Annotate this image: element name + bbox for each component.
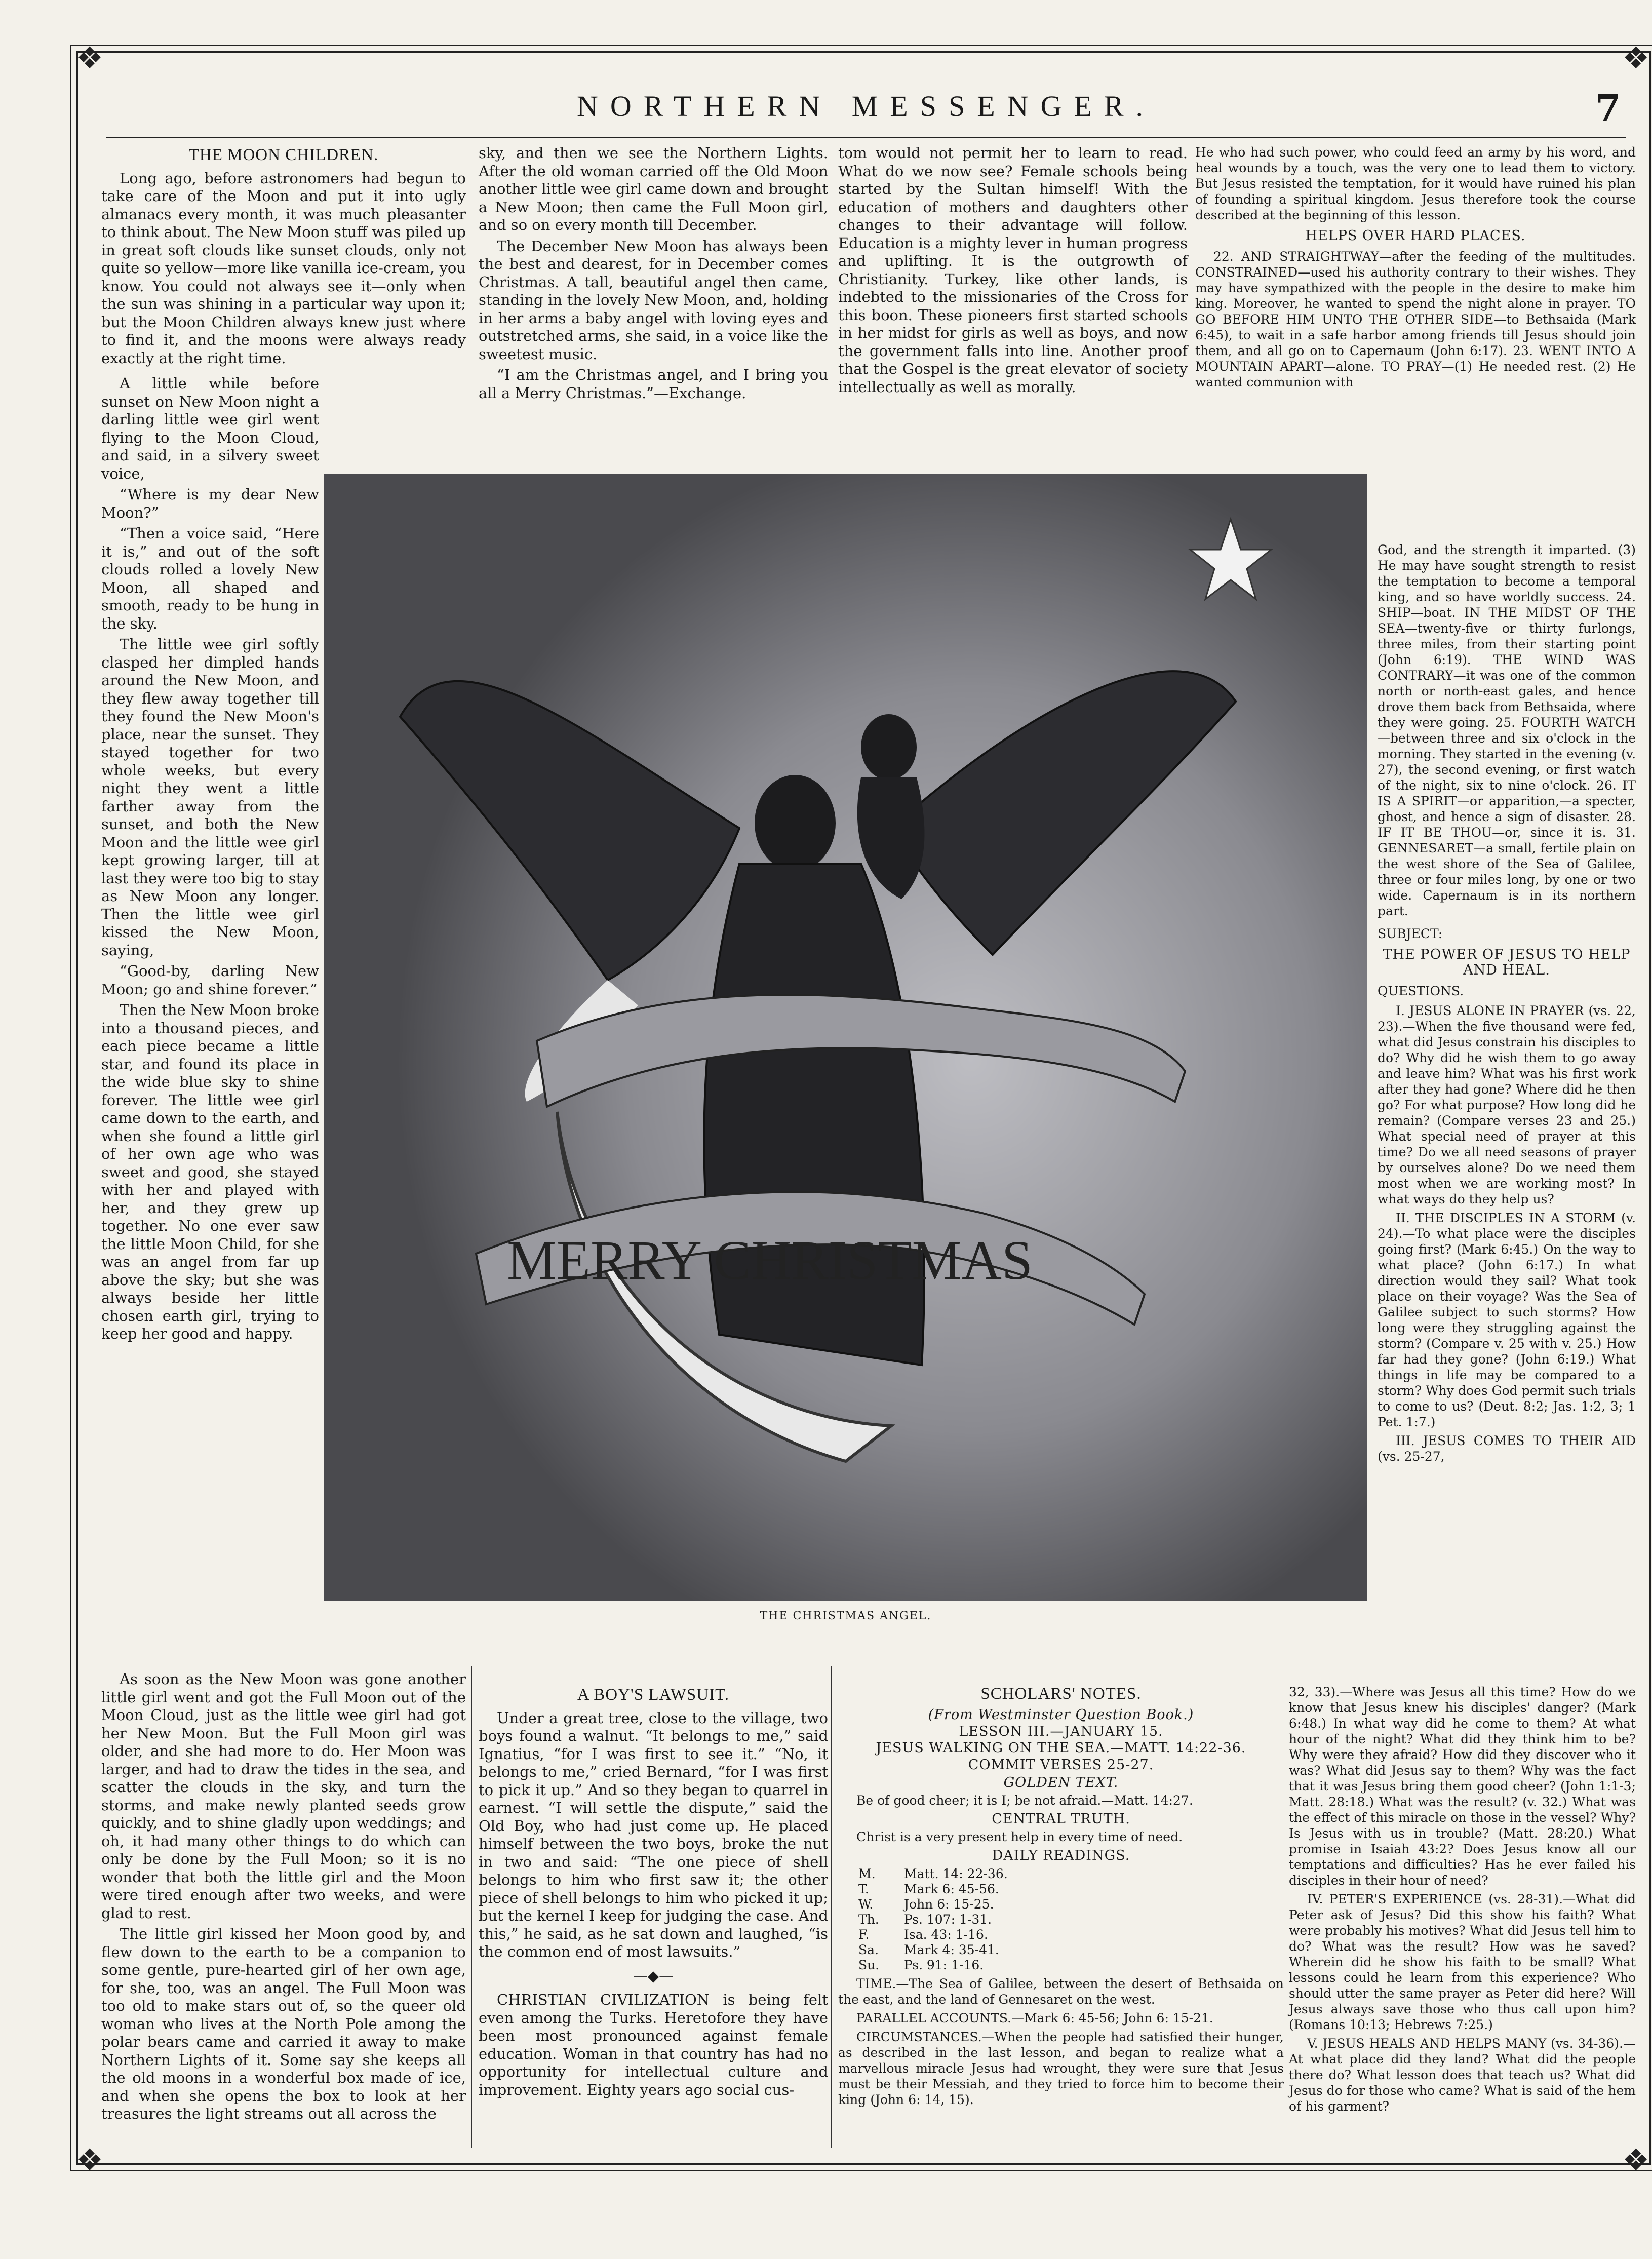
paragraph: He who had such power, who could feed an army by his word, and heal wounds by a touch, was the very one to lead them to victory. But Jesus resisted the temptation, for it would have ruined his plan of founding a spiritual kingdom. Jesus therefore took the course described at the beginning of this lesson. [1195, 145, 1636, 222]
questions-label: QUESTIONS. [1378, 984, 1464, 998]
page-number: 7 [1595, 86, 1621, 129]
section-heading: HELPS OVER HARD PLACES. [1305, 228, 1526, 244]
lesson-notes-top [1195, 144, 1636, 393]
lesson-notes-narrow [1378, 542, 1636, 1467]
article-title: A BOY'S LAWSUIT. [577, 1686, 730, 1704]
paragraph: Long ago, before astronomers had begun to take care of the Moon and put it into ugly almanacs every month, it was much pleasanter to think about. The New Moon stuff was piled up in great soft clouds like sunset clouds, only not quite so yellow—more like vanilla ice-cream, you know. You could not always see it—only when the sun was shining in a particular way upon it; but the Moon Children always knew just where to find it, and the moons were always ready exactly at the right time. [101, 169, 466, 367]
list-item: M. Matt. 14: 22-36. [858, 1866, 1008, 1881]
daily-readings-list [858, 1866, 1284, 1973]
boys-lawsuit-article [479, 1684, 828, 2102]
paragraph: God, and the strength it imparted. (3) He may have sought strength to resist the temptation to become a temporal king, and so have worldly success. 24. SHIP—boat. IN THE MIDST OF THE SEA—twenty-five or thirty furlongs, three miles, from their starting point (John 6:19). THE WIND WAS CONTRARY—it was one of the common north or north-east gales, and hence drove them back from Bethsaida, where they were going. 25. FOURTH WATCH—between three and six o'clock in the morning. They started in the evening (v. 27), the second evening, or first watch of the night, six to nine o'clock. 26. IT IS A SPIRIT—or apparition,—a specter, ghost, and hence a sign of disaster. 28. IF IT BE THOU—or, since it is. 31. GENNESARET—a small, fertile plain on the west shore of the Sea of Galilee, three or four miles long, by one or two wide. Capernaum is in its northern part. [1378, 542, 1636, 918]
lesson-number: LESSON III.—JANUARY 15. [959, 1724, 1163, 1739]
lead-in: CHRISTIAN CIVILIZATION [497, 1991, 710, 2008]
list-item: T. Mark 6: 45-56. [858, 1882, 999, 1896]
paragraph: V. JESUS HEALS AND HELPS MANY (vs. 34-36).—At what place did they land? What did the people there do? What lesson does that teach us? What did Jesus do for those who came? What is said of the hem of his garment? [1289, 2036, 1636, 2114]
list-item: F. Isa. 43: 1-16. [858, 1927, 988, 1942]
article-title: THE MOON CHILDREN. [188, 146, 379, 164]
column-rule [831, 1666, 832, 2148]
paragraph: Under a great tree, close to the village, two boys found a walnut. “It belongs to me,” said Ignatius, “for I was first to see it.” “No, it belongs to me,” cried Bernard, “for I was first to pick it up.” And so they began to quarrel in earnest. “I will settle the dispute,” said the Old Boy, who had just come up. He placed himself between the two boys, broke the nut in two and said: “The one piece of shell belongs to him who first saw it; the other piece of shell belongs to him who picked it up; but the kernel I keep for judging the case. And this,” he said, as he sat down and laughed, “is the common end of most lawsuits.” [479, 1709, 828, 1960]
banner-text: MERRY CHRISTMAS [506, 1229, 1033, 1291]
list-item: Sa. Mark 4: 35-41. [858, 1942, 999, 1957]
central-truth-label: CENTRAL TRUTH. [992, 1811, 1130, 1827]
daily-readings-label: DAILY READINGS. [992, 1848, 1130, 1863]
source-line: (From Westminster Question Book.) [928, 1707, 1194, 1723]
commit-verses: COMMIT VERSES 25-27. [968, 1757, 1154, 1773]
moon-children-article-bottom [101, 1670, 466, 2126]
paragraph: Christ is a very present help in every time of need. [856, 1829, 1183, 1844]
paragraph: II. THE DISCIPLES IN A STORM (v. 24).—To what place were the disciples going first? (Mark 6:45.) On the way to what place? (John 6:17.) In what direction would they sail? What took place on their voyage? Was the Sea of Galilee subject to such storms? How long were they struggling against the storm? (Compare v. 25 with v. 25.) How far had they gone? (John 6:19.) What things in life may be compared to a storm? Why does God permit such trials to come to us? (Deut. 8:2; Jas. 1:2, 3; 1 Pet. 1:7.) [1378, 1211, 1636, 1429]
subject-heading: THE POWER OF JESUS TO HELP AND HEAL. [1383, 947, 1631, 978]
paragraph: I. JESUS ALONE IN PRAYER (vs. 22, 23).—When the five thousand were fed, what did Jesus constrain his disciples to do? Why did he wish them to go away and leave him? What was his first work after they had gone? Where did he then go? For what purpose? How long did he remain? (Compare verses 23 and 25.) What special need of prayer at this time? Do we all need seasons of prayer by ourselves alone? Do we need them most when we are working most? In what ways do they help us? [1378, 1003, 1636, 1206]
paragraph: Then the New Moon broke into a thousand pieces, and each piece became a little star, and found its place in the wide blue sky to shine forever. The little wee girl came down to the earth, and when she found a little girl of her own age who was sweet and good, she stayed with her and played with her, and they grew up together. No one ever saw the little Moon Child, for she was an angel from far up above the sky; but she was always beside her little chosen earth girl, trying to keep her good and happy. [101, 1001, 319, 1342]
list-item: W. John 6: 15-25. [858, 1897, 994, 1912]
paragraph: “Good-by, darling New Moon; go and shine forever.” [101, 962, 319, 998]
list-item: Th. Ps. 107: 1-31. [858, 1912, 992, 1927]
paragraph: A little while before sunset on New Moon night a darling little wee girl went flying to the Moon Cloud, and said, in a silvery sweet voice, [101, 375, 319, 482]
article-title: SCHOLARS' NOTES. [980, 1685, 1142, 1703]
paragraph: “I am the Christmas angel, and I bring you all a Merry Christmas.”—Exchange. [479, 366, 828, 402]
paragraph: 22. AND STRAIGHTWAY—after the feeding of the multitudes. CONSTRAINED—used his authority contrary to their wishes. They may have sympathized with the people in the desire to make him king. Moreover, he wanted to spend the night alone in prayer. TO GO BEFORE HIM UNTO THE OTHER SIDE—to Bethsaida (Mark 6:45), to wait in a safe harbor among friends till Jesus should join them, and all go on to Capernaum (John 6:17). 23. WENT INTO A MOUNTAIN APART—alone. TO PRAY—(1) He needed rest. (2) He wanted communion with [1195, 249, 1636, 390]
paragraph: CIRCUMSTANCES.—When the people had satisfied their hunger, as described in the last lesson, and began to realize what a marvellous miracle Jesus had wrought, they were sure that Jesus must be their Messiah, and they tried to force him to become their king (John 6: 14, 15). [838, 2030, 1284, 2107]
moon-children-article-top [101, 144, 466, 370]
questions-continued [1289, 1684, 1636, 2117]
paragraph: Be of good cheer; it is I; be not afraid.—Matt. 14:27. [856, 1793, 1193, 1808]
scholars-notes-article [838, 1684, 1284, 2111]
paragraph: III. JESUS COMES TO THEIR AID (vs. 25-27, [1378, 1433, 1636, 1464]
paragraph: sky, and then we see the Northern Lights. After the old woman carried off the Old Moon another little wee girl came down and brought a New Moon; then came the Full Moon girl, and so on every month till December. [479, 144, 828, 233]
corner-ornament-icon: ❖ [1622, 2143, 1649, 2178]
golden-text-label: GOLDEN TEXT. [1003, 1775, 1119, 1790]
page-header [106, 86, 1626, 138]
engraving-image [324, 474, 1367, 1601]
paragraph: “Then a voice said, “Here it is,” and out of the soft clouds rolled a lovely New Moon, all shaped and smooth, ready to be hung in the sky. [101, 525, 319, 632]
masthead: NORTHERN MESSENGER. [576, 90, 1156, 123]
corner-ornament-icon: ❖ [76, 2143, 103, 2178]
paragraph: PARALLEL ACCOUNTS.—Mark 6: 45-56; John 6: 15-21. [856, 2011, 1213, 2026]
divider-ornament-icon: —◆— [633, 1967, 674, 1984]
paragraph [479, 1991, 828, 2099]
column-rule [471, 1666, 472, 2148]
christian-civilization-continued [838, 144, 1188, 399]
lesson-topic: JESUS WALKING ON THE SEA.—MATT. 14:22-36. [876, 1740, 1246, 1756]
moon-children-article-narrow [101, 375, 319, 1346]
corner-ornament-icon: ❖ [76, 41, 103, 76]
illustration-caption: THE CHRISTMAS ANGEL. [760, 1610, 932, 1622]
paragraph: The December New Moon has always been the best and dearest, for in December comes Christmas. A tall, beautiful angel then came, standing in the lovely New Moon, and, holding in her arms a baby angel with loving eyes and outstretched arms, she said, in a voice like the sweetest music. [479, 237, 828, 363]
paragraph: The little wee girl softly clasped her dimpled hands around the New Moon, and they flew away together till they found the New Moon's place, near the sunset. They stayed together for two whole weeks, but every night they went a little farther away from the sunset, and both the New Moon and the little wee girl kept growing larger, till at last they were too big to stay as New Moon any longer. Then the little wee girl kissed the New Moon, saying, [101, 636, 319, 959]
list-item: Su. Ps. 91: 1-16. [858, 1958, 984, 1972]
subject-label: SUBJECT: [1378, 926, 1443, 941]
moon-children-continued [479, 144, 828, 405]
paragraph: 32, 33).—Where was Jesus all this time? How do we know that Jesus knew his disciples' danger? (Mark 6:48.) In what way did he come to them? At what hour of the night? What did they think him to be? Why were they afraid? How did they discover who it was? What did Jesus say to them? Why was the fact that it was Jesus bring them good cheer? (John 1:1-3; Matt. 28:18.) What was the result? (v. 32.) What was the effect of this miracle on those in the vessel? Why? Is Jesus with us in trouble? (Matt. 28:20.) What promise in Isaiah 43:2? Does Jesus know all our temptations and difficulties? Has he ever failed his disciples in their hour of need? [1289, 1685, 1636, 1888]
paragraph: tom would not permit her to learn to read. What do we now see? Female schools being started by the Sultan himself! With the education of mothers and daughters other changes to their advantage will follow. Education is a mighty lever in human progress and uplifting. It is the outgrowth of Christianity. Turkey, like other lands, is indebted to the missionaries of the Cross for this boon. These pioneers first started schools in her midst for girls as well as boys, and now the government falls into line. Another proof that the Gospel is the great elevator of society intellectually as well as morally. [838, 144, 1188, 396]
paragraph: IV. PETER'S EXPERIENCE (vs. 28-31).—What did Peter ask of Jesus? Did this show his faith? What were probably his motives? What did Jesus tell him to do? What was the result? How was he saved? Wherein did he show his faith to be small? What lessons could he learn from this experience? Who should utter the same prayer as Peter did here? Will Jesus always save those who thus call upon him? (Romans 10:13; Hebrews 7:25.) [1289, 1892, 1636, 2032]
paragraph-text: is being felt even among the Turks. Heretofore they have been most pronounced against female education. Woman in that country has had no opportunity for intellectual culture and improvement. Eighty years ago social cus- [479, 1991, 828, 2098]
corner-ornament-icon: ❖ [1622, 41, 1649, 76]
paragraph: “Where is my dear New Moon?” [101, 486, 319, 521]
paragraph: TIME.—The Sea of Galilee, between the desert of Bethsaida on the east, and the land of Gennesaret on the west. [838, 1976, 1284, 2007]
paragraph: As soon as the New Moon was gone another little girl went and got the Full Moon out of the Moon Cloud, just as the little wee girl had got her New Moon. But the Full Moon girl was older, and she had more to do. Her Moon was larger, and had to draw the tides in the sea, and scatter the clouds in the sky, and turn the storms, and make newly planted seeds grow quickly, and to shine gladly upon weddings; and oh, it had many other things to do which can only be done by the Full Moon; so it is no wonder that both the little girl and the Moon were tired enough after two weeks, and were glad to rest. [101, 1670, 466, 1922]
paragraph: The little girl kissed her Moon good by, and flew down to the earth to be a companion to some gentle, pure-hearted girl of her own age, for she, too, was an angel. The Full Moon was too old to make stars out of, so the queer old woman who lives at the North Pole among the polar bears came and carried it away to make Northern Lights of it. Some say she keeps all the old moons in a wonderful box made of ice, and when she opens the box to look at her treasures the light streams out all across the [101, 1925, 466, 2122]
christmas-angel-illustration [324, 474, 1367, 1601]
